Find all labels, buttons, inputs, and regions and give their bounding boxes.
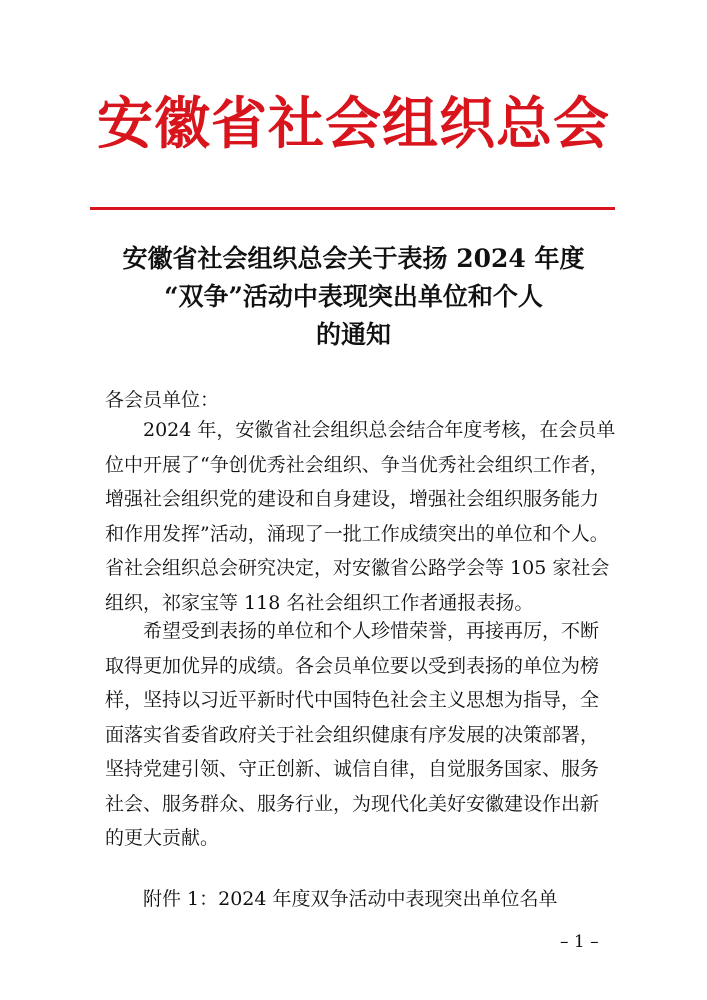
title-line: 的通知 xyxy=(315,320,391,349)
body-paragraph-1 xyxy=(105,413,616,620)
paragraph-line: 样，坚持以习近平新时代中国特色社会主义思想为指导，全 xyxy=(105,689,600,711)
page-number: – 1 – xyxy=(560,932,599,952)
paragraph-line: 2024 年，安徽省社会组织总会结合年度考核，在会员单 xyxy=(143,419,616,441)
document-title xyxy=(0,240,707,354)
masthead-red-divider xyxy=(90,207,615,210)
salutation: 各会员单位： xyxy=(105,389,220,411)
paragraph-line: 增强社会组织党的建设和自身建设，增强社会组织服务能力 xyxy=(105,488,600,510)
paragraph-line: 希望受到表扬的单位和个人珍惜荣誉，再接再厉，不断 xyxy=(143,620,600,642)
title-line: 安徽省社会组织总会关于表扬 2024 年度 xyxy=(122,244,585,273)
masthead-org-name: 安徽省社会组织总会 xyxy=(97,91,610,157)
body-paragraph-2 xyxy=(105,614,602,856)
paragraph-line: 省社会组织总会研究决定，对安徽省公路学会等 105 家社会 xyxy=(105,557,610,579)
paragraph-line: 组织，祁家宝等 118 名社会组织工作者通报表扬。 xyxy=(105,591,534,614)
paragraph-line: 的更大贡献。 xyxy=(105,827,220,849)
paragraph-line: 坚持党建引领、守正创新、诚信自律，自觉服务国家、服务 xyxy=(105,758,600,780)
title-line: “双争”活动中表现突出单位和个人 xyxy=(164,282,543,311)
paragraph-line: 面落实省委省政府关于社会组织健康有序发展的决策部署， xyxy=(105,723,600,746)
attachment-line: 附件 1：2024 年度双争活动中表现突出单位名单 xyxy=(143,888,558,910)
paragraph-line: 位中开展了“争创优秀社会组织、争当优秀社会组织工作者， xyxy=(105,453,609,476)
paragraph-line: 社会、服务群众、服务行业，为现代化美好安徽建设作出新 xyxy=(105,792,600,815)
paragraph-line: 取得更加优异的成绩。各会员单位要以受到表扬的单位为榜 xyxy=(105,654,600,677)
paragraph-line: 和作用发挥”活动，涌现了一批工作成绩突出的单位和个人。 xyxy=(105,522,609,545)
